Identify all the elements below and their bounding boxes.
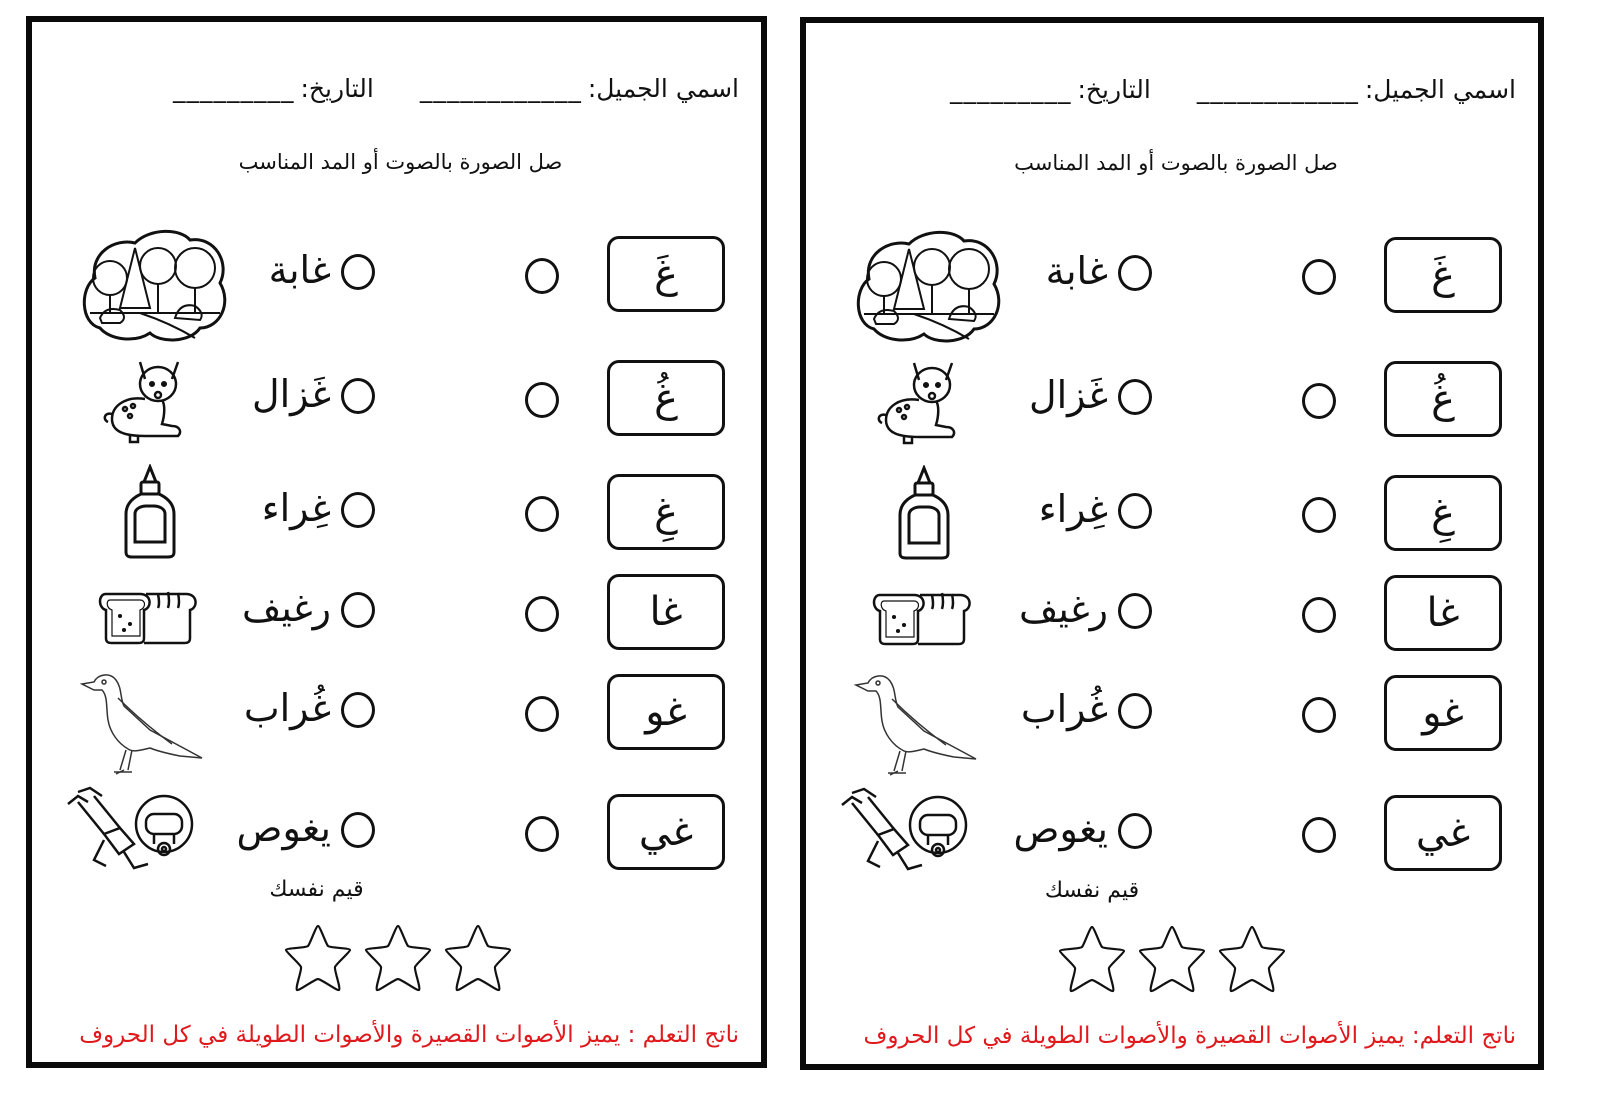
star-icon[interactable] (1056, 923, 1128, 1003)
sound-label: غُ (654, 375, 678, 421)
word-label: غابة (268, 248, 331, 292)
matching-row (806, 795, 1538, 885)
matching-row (806, 361, 1538, 451)
rating-stars (1056, 923, 1296, 1003)
sound-box (607, 474, 725, 550)
word-dot[interactable] (341, 592, 375, 628)
word-label: غُراب (1020, 687, 1108, 731)
sound-dot[interactable] (525, 696, 559, 732)
bread-icon (872, 587, 972, 651)
word-label: غَزال (251, 372, 331, 416)
word-dot[interactable] (341, 378, 375, 414)
header-fields (54, 68, 739, 108)
name-label: اسمي الجميل: (587, 73, 739, 103)
forest-icon (854, 229, 1004, 348)
glue-bottle-icon (896, 465, 952, 565)
learning-outcome: ناتج التعلم : يميز الأصوات القصيرة والأصوات الطويلة في كل الحروف (79, 1022, 739, 1048)
sound-box (607, 574, 725, 650)
name-blank-field[interactable]: ____________ (419, 73, 582, 103)
sound-dot[interactable] (525, 382, 559, 418)
matching-row (32, 574, 761, 664)
crow-icon (854, 673, 984, 787)
sound-label: غِ (1431, 490, 1455, 536)
sound-label: غا (649, 589, 683, 635)
date-blank-field[interactable]: _________ (172, 73, 295, 103)
word-dot[interactable] (1118, 693, 1152, 729)
matching-row (32, 236, 761, 326)
sound-box (1384, 675, 1502, 751)
star-icon[interactable] (1136, 923, 1208, 1003)
matching-row (32, 674, 761, 764)
crow-icon (80, 672, 210, 786)
matching-row (806, 675, 1538, 765)
sound-box (1384, 237, 1502, 313)
sound-box (607, 794, 725, 870)
sound-box (1384, 475, 1502, 551)
word-dot[interactable] (341, 254, 375, 290)
sound-label: غا (1426, 590, 1460, 636)
word-label: غِراء (261, 486, 331, 530)
word-label: يغوص (236, 806, 331, 850)
sound-label: غَ (1431, 252, 1455, 298)
word-label: غابة (1045, 249, 1108, 293)
instruction-text: صل الصورة بالصوت أو المد المناسب (238, 150, 563, 174)
worksheet-page-right (800, 17, 1544, 1070)
sound-label: غُ (1431, 376, 1455, 422)
sound-box (607, 360, 725, 436)
sound-dot[interactable] (1302, 597, 1336, 633)
matching-row (806, 237, 1538, 327)
bread-icon (98, 586, 198, 650)
word-label: يغوص (1013, 807, 1108, 851)
star-icon[interactable] (442, 922, 514, 1002)
date-blank-field[interactable]: _________ (949, 74, 1072, 104)
date-label: التاريخ: (1077, 74, 1151, 104)
word-label: غِراء (1038, 487, 1108, 531)
sound-label: غو (645, 689, 687, 735)
sound-box (1384, 575, 1502, 651)
sound-label: غَ (654, 251, 678, 297)
deer-icon (874, 355, 964, 449)
word-dot[interactable] (341, 692, 375, 728)
star-icon[interactable] (362, 922, 434, 1002)
word-label: رغيف (1018, 587, 1108, 631)
sound-box (607, 674, 725, 750)
sound-box (1384, 795, 1502, 871)
forest-icon (80, 228, 230, 347)
name-label: اسمي الجميل: (1364, 74, 1516, 104)
sound-dot[interactable] (1302, 817, 1336, 853)
sound-box (607, 236, 725, 312)
sound-dot[interactable] (525, 258, 559, 294)
sound-label: غو (1422, 690, 1464, 736)
worksheet-page-left (26, 16, 767, 1068)
sound-dot[interactable] (525, 496, 559, 532)
date-label: التاريخ: (300, 73, 374, 103)
word-dot[interactable] (341, 492, 375, 528)
sound-dot[interactable] (1302, 697, 1336, 733)
diver-icon (64, 784, 204, 878)
word-label: رغيف (241, 586, 331, 630)
sound-dot[interactable] (525, 816, 559, 852)
glue-bottle-icon (122, 464, 178, 564)
word-label: غَزال (1028, 373, 1108, 417)
sound-box (1384, 361, 1502, 437)
learning-outcome: ناتج التعلم: يميز الأصوات القصيرة والأصوات الطويلة في كل الحروف (863, 1023, 1516, 1049)
word-dot[interactable] (1118, 255, 1152, 291)
matching-row (32, 474, 761, 564)
instruction-text: صل الصورة بالصوت أو المد المناسب (1014, 151, 1338, 175)
word-dot[interactable] (1118, 379, 1152, 415)
word-dot[interactable] (341, 812, 375, 848)
matching-row (32, 360, 761, 450)
word-label: غُراب (243, 686, 331, 730)
self-eval-label: قيم نفسك (269, 877, 364, 902)
self-eval-label: قيم نفسك (1044, 878, 1140, 903)
sound-dot[interactable] (1302, 259, 1336, 295)
sound-dot[interactable] (525, 596, 559, 632)
header-fields (828, 69, 1516, 109)
word-dot[interactable] (1118, 813, 1152, 849)
word-dot[interactable] (1118, 593, 1152, 629)
name-blank-field[interactable]: ____________ (1196, 74, 1359, 104)
rating-stars (282, 922, 522, 1002)
star-icon[interactable] (282, 922, 354, 1002)
deer-icon (100, 354, 190, 448)
sound-label: غي (1415, 810, 1471, 856)
sound-label: غي (638, 809, 694, 855)
matching-row (806, 475, 1538, 565)
star-icon[interactable] (1216, 923, 1288, 1003)
matching-row (32, 794, 761, 884)
diver-icon (838, 785, 978, 879)
sound-dot[interactable] (1302, 383, 1336, 419)
matching-row (806, 575, 1538, 665)
sound-label: غِ (654, 489, 678, 535)
sound-dot[interactable] (1302, 497, 1336, 533)
word-dot[interactable] (1118, 493, 1152, 529)
